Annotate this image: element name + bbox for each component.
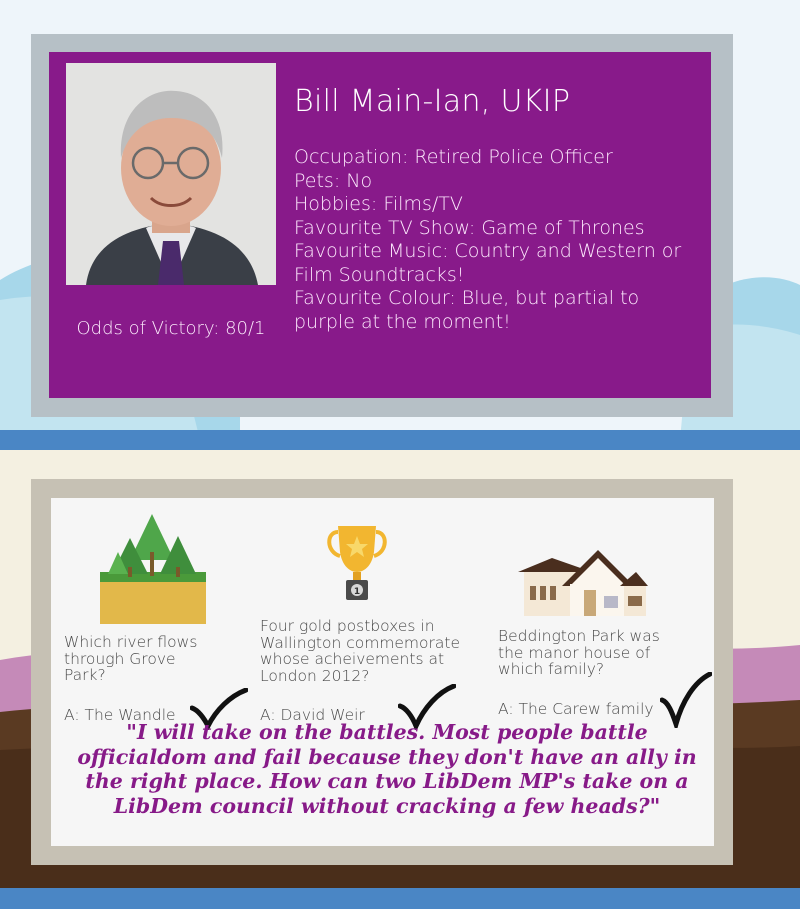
detail-occupation: Occupation: Retired Police Officer [294,146,613,168]
detail-favourite-colour: Favourite Colour: Blue, but partial to purple at the moment! [294,287,640,333]
trees-icon [100,512,206,624]
trophy-icon [322,522,392,602]
detail-favourite-tv: Favourite TV Show: Game of Thrones [294,216,645,239]
quiz-question-1: Which river flows through Grove Park? [64,633,198,684]
trophy-number: 1 [353,587,361,597]
quiz-answer-3: A: The Carew family [498,700,654,718]
quiz-answer-1: A: The Wandle [64,706,176,724]
house-icon [512,546,650,618]
quiz-question-3: Beddington Park was the manor house of which family? [498,627,660,678]
quiz-question-2: Four gold postboxes in Wallington commemorate whose acheivements at London 2012? [260,617,460,685]
candidate-name: Bill Main-Ian, UKIP [294,84,571,119]
odds-of-victory: Odds of Victory: 80/1 [76,318,266,339]
candidate-quote: "I will take on the battles. Most people battle officialdom and fail because they don't have an ally in the right place. How can two LibDem MP's take on a LibDem council without cracking a few heads?" [77,720,697,818]
blue-bottom-stripe [0,888,800,909]
candidate-details [294,146,694,334]
quiz-answer-2: A: David Weir [260,706,365,724]
blue-divider-stripe [0,430,800,450]
detail-hobbies: Hobbies: Films/TV [294,193,463,215]
detail-favourite-music: Favourite Music: Country and Western or Film Soundtracks! [294,240,682,286]
candidate-photo [66,63,276,285]
detail-pets: Pets: No [294,169,373,192]
